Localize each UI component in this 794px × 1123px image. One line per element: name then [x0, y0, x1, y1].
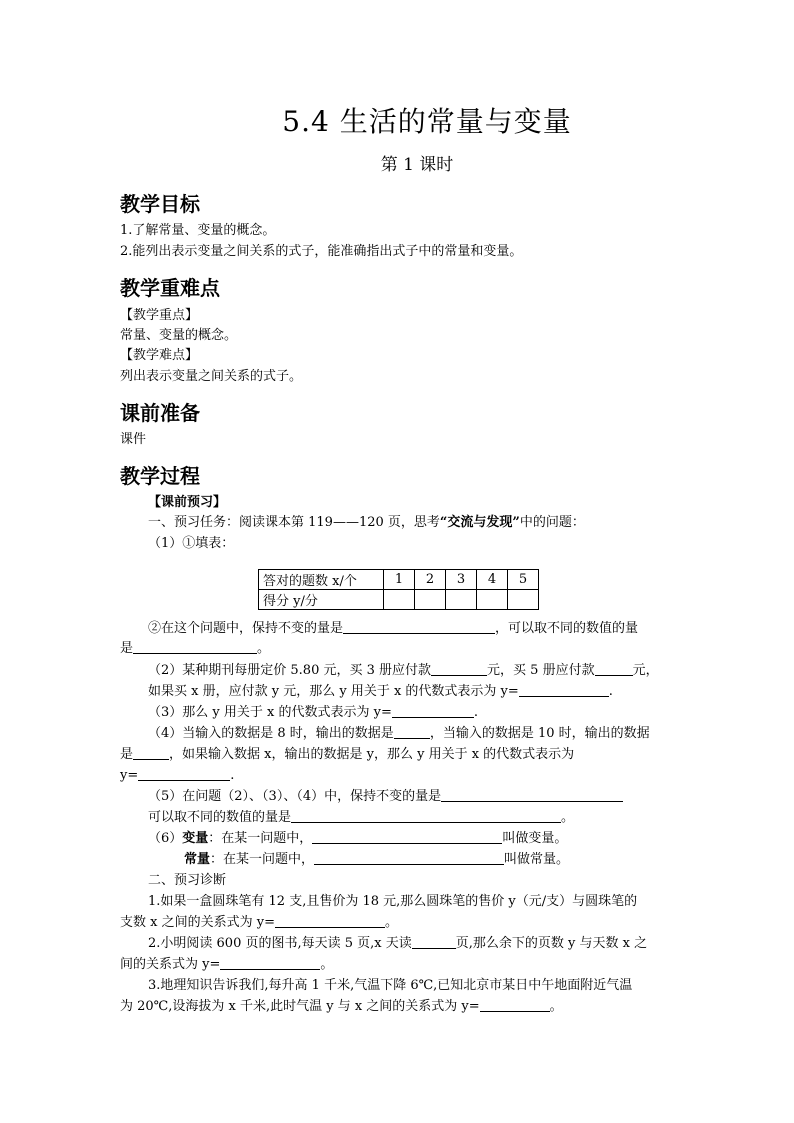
row-label-y: 得分 y/分 [259, 590, 384, 610]
question-5: （5）在问题（2）、（3）、（4）中，保持不变的量是 [148, 787, 623, 807]
answer-blank[interactable] [480, 998, 550, 1012]
col-header: 1 [384, 570, 415, 590]
diagnosis-1-cont: 支数 x 之间的关系式为 y= 。 [120, 915, 398, 930]
task-intro: 一、预习任务：阅读课本第 119——120 页，思考“交流与发现”中的问题： [148, 515, 585, 530]
question-1b: ②在这个问题中，保持不变的量是 ，可以取不同的数值的量 [148, 621, 639, 636]
answer-cell[interactable] [384, 590, 415, 610]
answer-blank[interactable] [394, 725, 430, 739]
diagnosis-3-cont: 为 20℃,设海拔为 x 千米,此时气温 y 与 x 之间的关系式为 y= 。 [120, 999, 563, 1014]
answer-blank[interactable] [133, 746, 169, 760]
prep-text: 课件 [120, 432, 147, 447]
answer-blank[interactable] [412, 935, 456, 949]
answer-blank[interactable] [314, 851, 504, 865]
hard-label: 【教学难点】 [120, 348, 199, 363]
diagnosis-3: 3.地理知识告诉我们,每升高 1 千米,气温下降 6℃,已知北京市某日中午地面附近气温 [148, 978, 633, 993]
goal-1: 1.了解常量、变量的概念。 [120, 223, 276, 238]
diagnosis-1: 1.如果一盒圆珠笔有 12 支,且售价为 18 元,那么圆珠笔的售价 y（元/支）与圆珠笔的 [148, 894, 638, 909]
question-6-variable: （6）变量：在某一问题中， 叫做变量。 [148, 831, 568, 846]
page-title: 5.4 生活的常量与变量 [282, 105, 572, 138]
question-5-cont: 可以取不同的数值的量是 。 [148, 810, 575, 825]
table-row [259, 590, 539, 610]
answer-blank[interactable] [595, 662, 633, 676]
heading-process: 教学过程 [120, 464, 200, 488]
answer-blank[interactable] [441, 788, 623, 802]
answer-cell[interactable] [446, 590, 477, 610]
question-1: （1）①填表： [148, 536, 235, 551]
question-3: （3）那么 y 用关于 x 的代数式表示为 y= . [148, 705, 478, 720]
answer-blank[interactable] [138, 767, 230, 781]
question-4: （4）当输入的数据是 8 时，输出的数据是 ，当输入的数据是 10 时，输出的数据 [148, 726, 650, 741]
answer-blank[interactable] [343, 620, 495, 634]
answer-blank[interactable] [519, 683, 609, 697]
answer-blank[interactable] [392, 704, 474, 718]
answer-blank[interactable] [275, 914, 385, 928]
diagnosis-heading: 二、预习诊断 [148, 873, 227, 888]
hard-text: 列出表示变量之间关系的式子。 [120, 369, 303, 384]
diagnosis-2-cont: 间的关系式为 y= 。 [120, 957, 334, 972]
question-1b-cont: 是 。 [120, 641, 271, 656]
answer-blank[interactable] [312, 830, 502, 844]
page-subtitle: 第 1 课时 [380, 155, 454, 175]
question-4-end: y= . [120, 768, 235, 783]
answer-cell[interactable] [477, 590, 508, 610]
heading-difficulty: 教学重难点 [120, 276, 220, 300]
question-2: （2）某种期刊每册定价 5.80 元，买 3 册应付款 元，买 5 册应付款 元， [148, 663, 659, 678]
answer-blank[interactable] [291, 809, 561, 823]
answer-cell[interactable] [415, 590, 446, 610]
answer-blank[interactable] [431, 662, 487, 676]
answer-blank[interactable] [133, 640, 257, 654]
answer-blank[interactable] [220, 956, 320, 970]
key-label: 【教学重点】 [120, 308, 199, 323]
col-header: 4 [477, 570, 508, 590]
col-header: 3 [446, 570, 477, 590]
question-4-cont: 是 ，如果输入数据 x，输出的数据是 y，那么 y 用关于 x 的代数式表示为 [120, 747, 575, 762]
heading-prep: 课前准备 [120, 401, 200, 425]
col-header: 2 [415, 570, 446, 590]
diagnosis-2: 2.小明阅读 600 页的图书,每天读 5 页,x 天读 页,那么余下的页数 y 与天数 x 之 [148, 936, 648, 951]
goal-2: 2.能列出表示变量之间关系的式子，能准确指出式子中的常量和变量。 [120, 244, 523, 259]
col-header: 5 [508, 570, 539, 590]
fill-table [258, 569, 539, 610]
table-row [259, 570, 539, 590]
question-6-constant: 常量：在某一问题中， 叫做常量。 [184, 852, 570, 867]
question-2-cont: 如果买 x 册，应付款 y 元，那么 y 用关于 x 的代数式表示为 y= . [148, 684, 613, 699]
answer-cell[interactable] [508, 590, 539, 610]
heading-goals: 教学目标 [120, 192, 200, 216]
row-label-x: 答对的题数 x/个 [259, 570, 384, 590]
preview-label: 【课前预习】 [148, 495, 227, 510]
key-text: 常量、变量的概念。 [120, 328, 238, 343]
